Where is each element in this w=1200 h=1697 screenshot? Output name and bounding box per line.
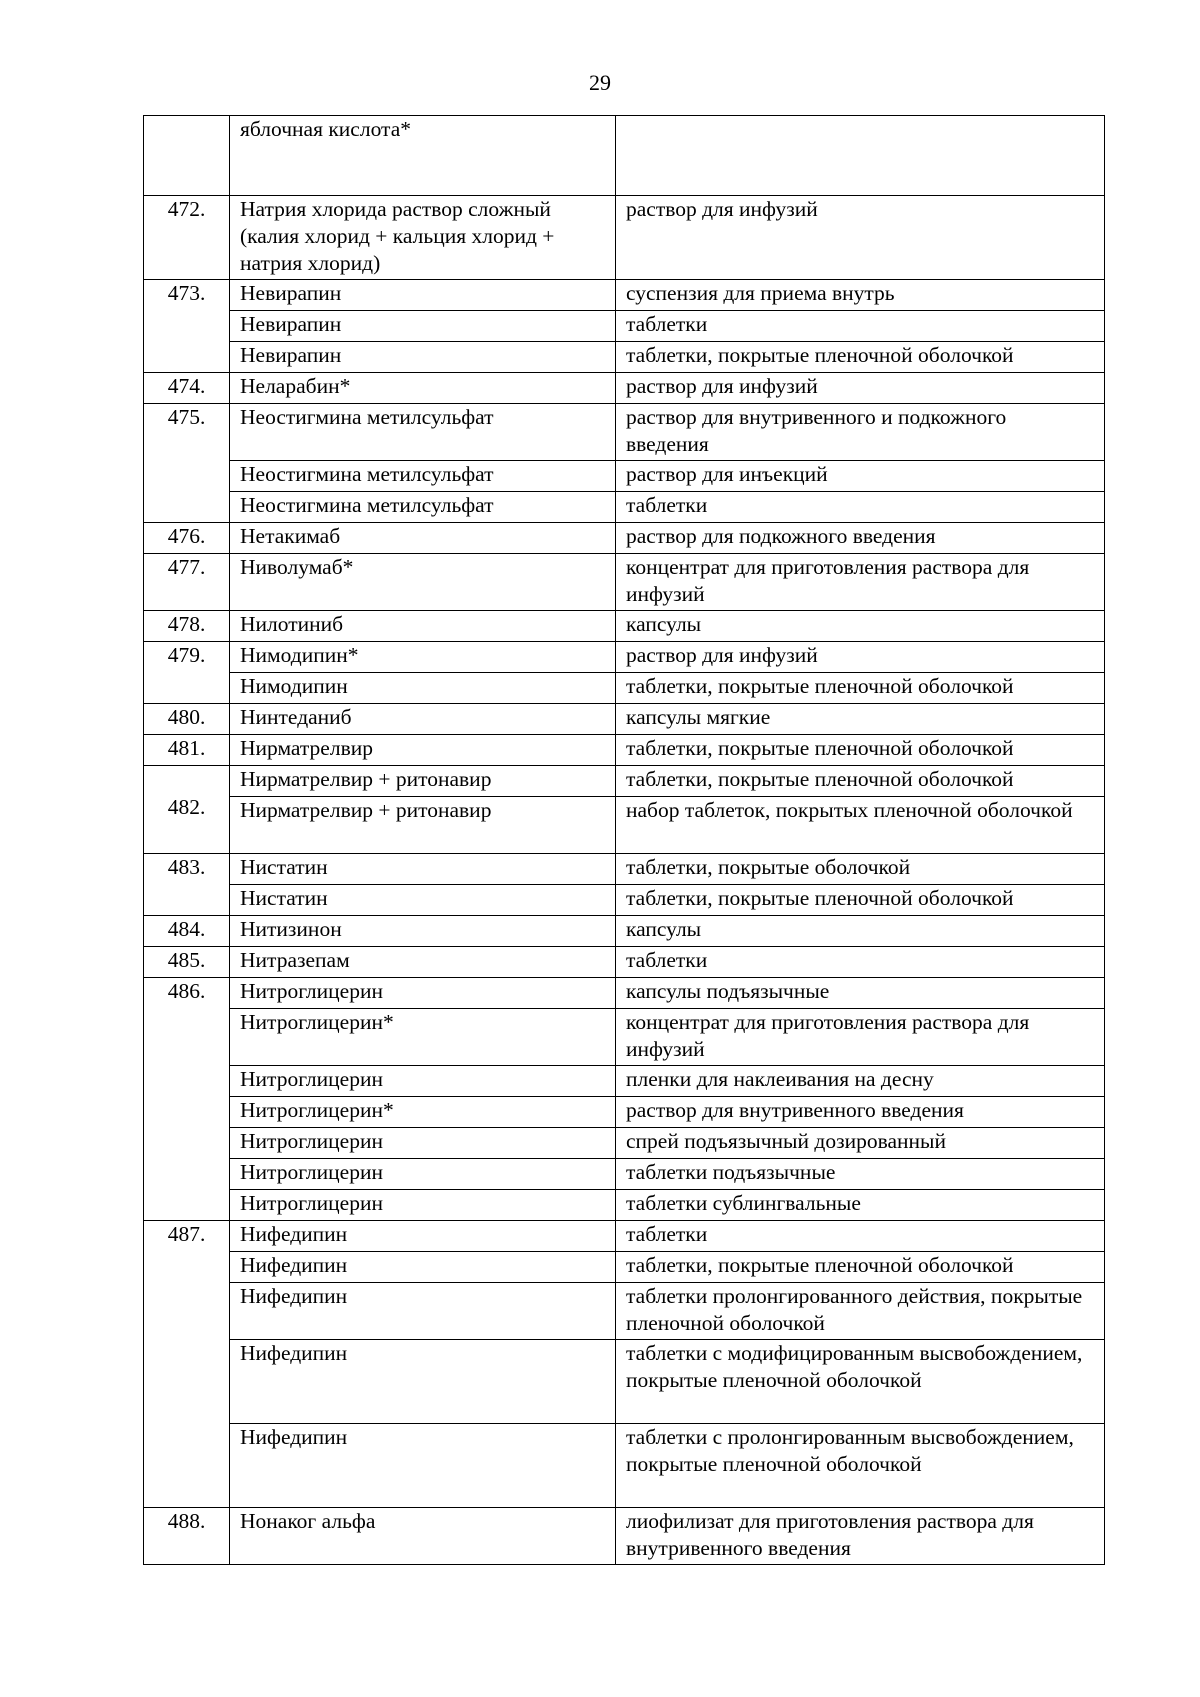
table-row [144, 492, 1105, 523]
drug-name-cell: Ниволумаб* [230, 554, 616, 611]
drug-name-cell: Нитроглицерин [230, 1190, 616, 1221]
dosage-form-cell: набор таблеток, покрытых пленочной оболочкой [616, 797, 1105, 854]
table-row [144, 735, 1105, 766]
drug-name-cell: Нистатин [230, 854, 616, 885]
row-number-cell: 487. [144, 1221, 230, 1508]
dosage-form-cell: таблетки, покрытые оболочкой [616, 854, 1105, 885]
dosage-form-cell [616, 116, 1105, 196]
table-row [144, 673, 1105, 704]
drug-name-cell: Нетакимаб [230, 523, 616, 554]
dosage-form-cell: раствор для подкожного введения [616, 523, 1105, 554]
dosage-form-cell: концентрат для приготовления раствора для инфузий [616, 554, 1105, 611]
row-number-cell [144, 116, 230, 196]
drug-table [143, 115, 1105, 1565]
drug-name-cell: Нитроглицерин [230, 1128, 616, 1159]
table-row [144, 1159, 1105, 1190]
table-row [144, 704, 1105, 735]
row-number-cell: 485. [144, 947, 230, 978]
row-number-cell: 474. [144, 373, 230, 404]
drug-name-cell: Нитроглицерин* [230, 1097, 616, 1128]
row-number-cell: 473. [144, 280, 230, 373]
drug-name-cell: Нифедипин [230, 1252, 616, 1283]
drug-name-cell: Нирматрелвир + ритонавир [230, 797, 616, 854]
drug-name-cell: Неларабин* [230, 373, 616, 404]
dosage-form-cell: капсулы подъязычные [616, 978, 1105, 1009]
table-row [144, 1424, 1105, 1508]
table-row [144, 1066, 1105, 1097]
dosage-form-cell: раствор для внутривенного и подкожного введения [616, 404, 1105, 461]
table-row [144, 1190, 1105, 1221]
table-row [144, 885, 1105, 916]
row-number-cell: 475. [144, 404, 230, 523]
table-row [144, 978, 1105, 1009]
table-row [144, 461, 1105, 492]
table-row [144, 196, 1105, 280]
table-row [144, 1221, 1105, 1252]
dosage-form-cell: таблетки с пролонгированным высвобождением, покрытые пленочной оболочкой [616, 1424, 1105, 1508]
drug-name-cell: яблочная кислота* [230, 116, 616, 196]
drug-name-cell: Неостигмина метилсульфат [230, 492, 616, 523]
drug-name-cell: Нитроглицерин [230, 1159, 616, 1190]
dosage-form-cell: капсулы мягкие [616, 704, 1105, 735]
row-number-cell: 472. [144, 196, 230, 280]
table-row [144, 554, 1105, 611]
drug-name-cell: Нитроглицерин [230, 1066, 616, 1097]
row-number-cell: 488. [144, 1508, 230, 1565]
table-row [144, 642, 1105, 673]
drug-name-cell: Нистатин [230, 885, 616, 916]
table-row [144, 280, 1105, 311]
table-row [144, 1283, 1105, 1340]
dosage-form-cell: таблетки [616, 311, 1105, 342]
table-row [144, 342, 1105, 373]
table-row [144, 373, 1105, 404]
dosage-form-cell: таблетки [616, 1221, 1105, 1252]
drug-name-cell: Нирматрелвир [230, 735, 616, 766]
table-row [144, 797, 1105, 854]
drug-name-cell: Натрия хлорида раствор сложный (калия хлорид + кальция хлорид + натрия хлорид) [230, 196, 616, 280]
dosage-form-cell: таблетки [616, 947, 1105, 978]
dosage-form-cell: капсулы [616, 611, 1105, 642]
dosage-form-cell: пленки для наклеивания на десну [616, 1066, 1105, 1097]
table-row [144, 611, 1105, 642]
dosage-form-cell: таблетки, покрытые пленочной оболочкой [616, 735, 1105, 766]
table-row [144, 1252, 1105, 1283]
dosage-form-cell: таблетки сублингвальные [616, 1190, 1105, 1221]
table-row [144, 1508, 1105, 1565]
drug-name-cell: Неостигмина метилсульфат [230, 404, 616, 461]
row-number-cell: 478. [144, 611, 230, 642]
dosage-form-cell: таблетки [616, 492, 1105, 523]
dosage-form-cell: таблетки, покрытые пленочной оболочкой [616, 766, 1105, 797]
drug-name-cell: Невирапин [230, 280, 616, 311]
drug-name-cell: Нитроглицерин* [230, 1009, 616, 1066]
drug-name-cell: Нитроглицерин [230, 978, 616, 1009]
dosage-form-cell: таблетки, покрытые пленочной оболочкой [616, 1252, 1105, 1283]
drug-name-cell: Нифедипин [230, 1424, 616, 1508]
table-row [144, 1340, 1105, 1424]
dosage-form-cell: раствор для инфузий [616, 196, 1105, 280]
drug-name-cell: Нифедипин [230, 1340, 616, 1424]
table-row [144, 766, 1105, 797]
row-number-cell: 480. [144, 704, 230, 735]
dosage-form-cell: суспензия для приема внутрь [616, 280, 1105, 311]
dosage-form-cell: лиофилизат для приготовления раствора для внутривенного введения [616, 1508, 1105, 1565]
row-number-cell: 481. [144, 735, 230, 766]
drug-name-cell: Нирматрелвир + ритонавир [230, 766, 616, 797]
dosage-form-cell: спрей подъязычный дозированный [616, 1128, 1105, 1159]
dosage-form-cell: таблетки, покрытые пленочной оболочкой [616, 885, 1105, 916]
table-row [144, 311, 1105, 342]
dosage-form-cell: таблетки, покрытые пленочной оболочкой [616, 673, 1105, 704]
drug-name-cell: Нимодипин [230, 673, 616, 704]
row-number-cell: 477. [144, 554, 230, 611]
drug-table-body [144, 116, 1105, 1565]
dosage-form-cell: раствор для инфузий [616, 373, 1105, 404]
table-row [144, 1097, 1105, 1128]
drug-name-cell: Нитразепам [230, 947, 616, 978]
table-row [144, 1128, 1105, 1159]
table-row [144, 916, 1105, 947]
drug-name-cell: Нонаког альфа [230, 1508, 616, 1565]
drug-name-cell: Нитизинон [230, 916, 616, 947]
drug-name-cell: Невирапин [230, 311, 616, 342]
row-number-cell: 476. [144, 523, 230, 554]
page-number: 29 [589, 70, 611, 95]
dosage-form-cell: таблетки с модифицированным высвобождением, покрытые пленочной оболочкой [616, 1340, 1105, 1424]
row-number-cell: 484. [144, 916, 230, 947]
table-row [144, 523, 1105, 554]
dosage-form-cell: концентрат для приготовления раствора для инфузий [616, 1009, 1105, 1066]
drug-name-cell: Нифедипин [230, 1283, 616, 1340]
dosage-form-cell: раствор для инфузий [616, 642, 1105, 673]
drug-name-cell: Невирапин [230, 342, 616, 373]
dosage-form-cell: раствор для инъекций [616, 461, 1105, 492]
drug-name-cell: Нилотиниб [230, 611, 616, 642]
row-number-cell: 483. [144, 854, 230, 916]
row-number-cell: 482. [144, 766, 230, 854]
table-row [144, 947, 1105, 978]
drug-name-cell: Неостигмина метилсульфат [230, 461, 616, 492]
table-row [144, 1009, 1105, 1066]
row-number-cell: 486. [144, 978, 230, 1221]
dosage-form-cell: капсулы [616, 916, 1105, 947]
dosage-form-cell: раствор для внутривенного введения [616, 1097, 1105, 1128]
table-row [144, 404, 1105, 461]
table-row [144, 854, 1105, 885]
dosage-form-cell: таблетки, покрытые пленочной оболочкой [616, 342, 1105, 373]
table-row [144, 116, 1105, 196]
drug-name-cell: Нимодипин* [230, 642, 616, 673]
drug-name-cell: Нинтеданиб [230, 704, 616, 735]
dosage-form-cell: таблетки подъязычные [616, 1159, 1105, 1190]
drug-name-cell: Нифедипин [230, 1221, 616, 1252]
row-number-cell: 479. [144, 642, 230, 704]
dosage-form-cell: таблетки пролонгированного действия, покрытые пленочной оболочкой [616, 1283, 1105, 1340]
